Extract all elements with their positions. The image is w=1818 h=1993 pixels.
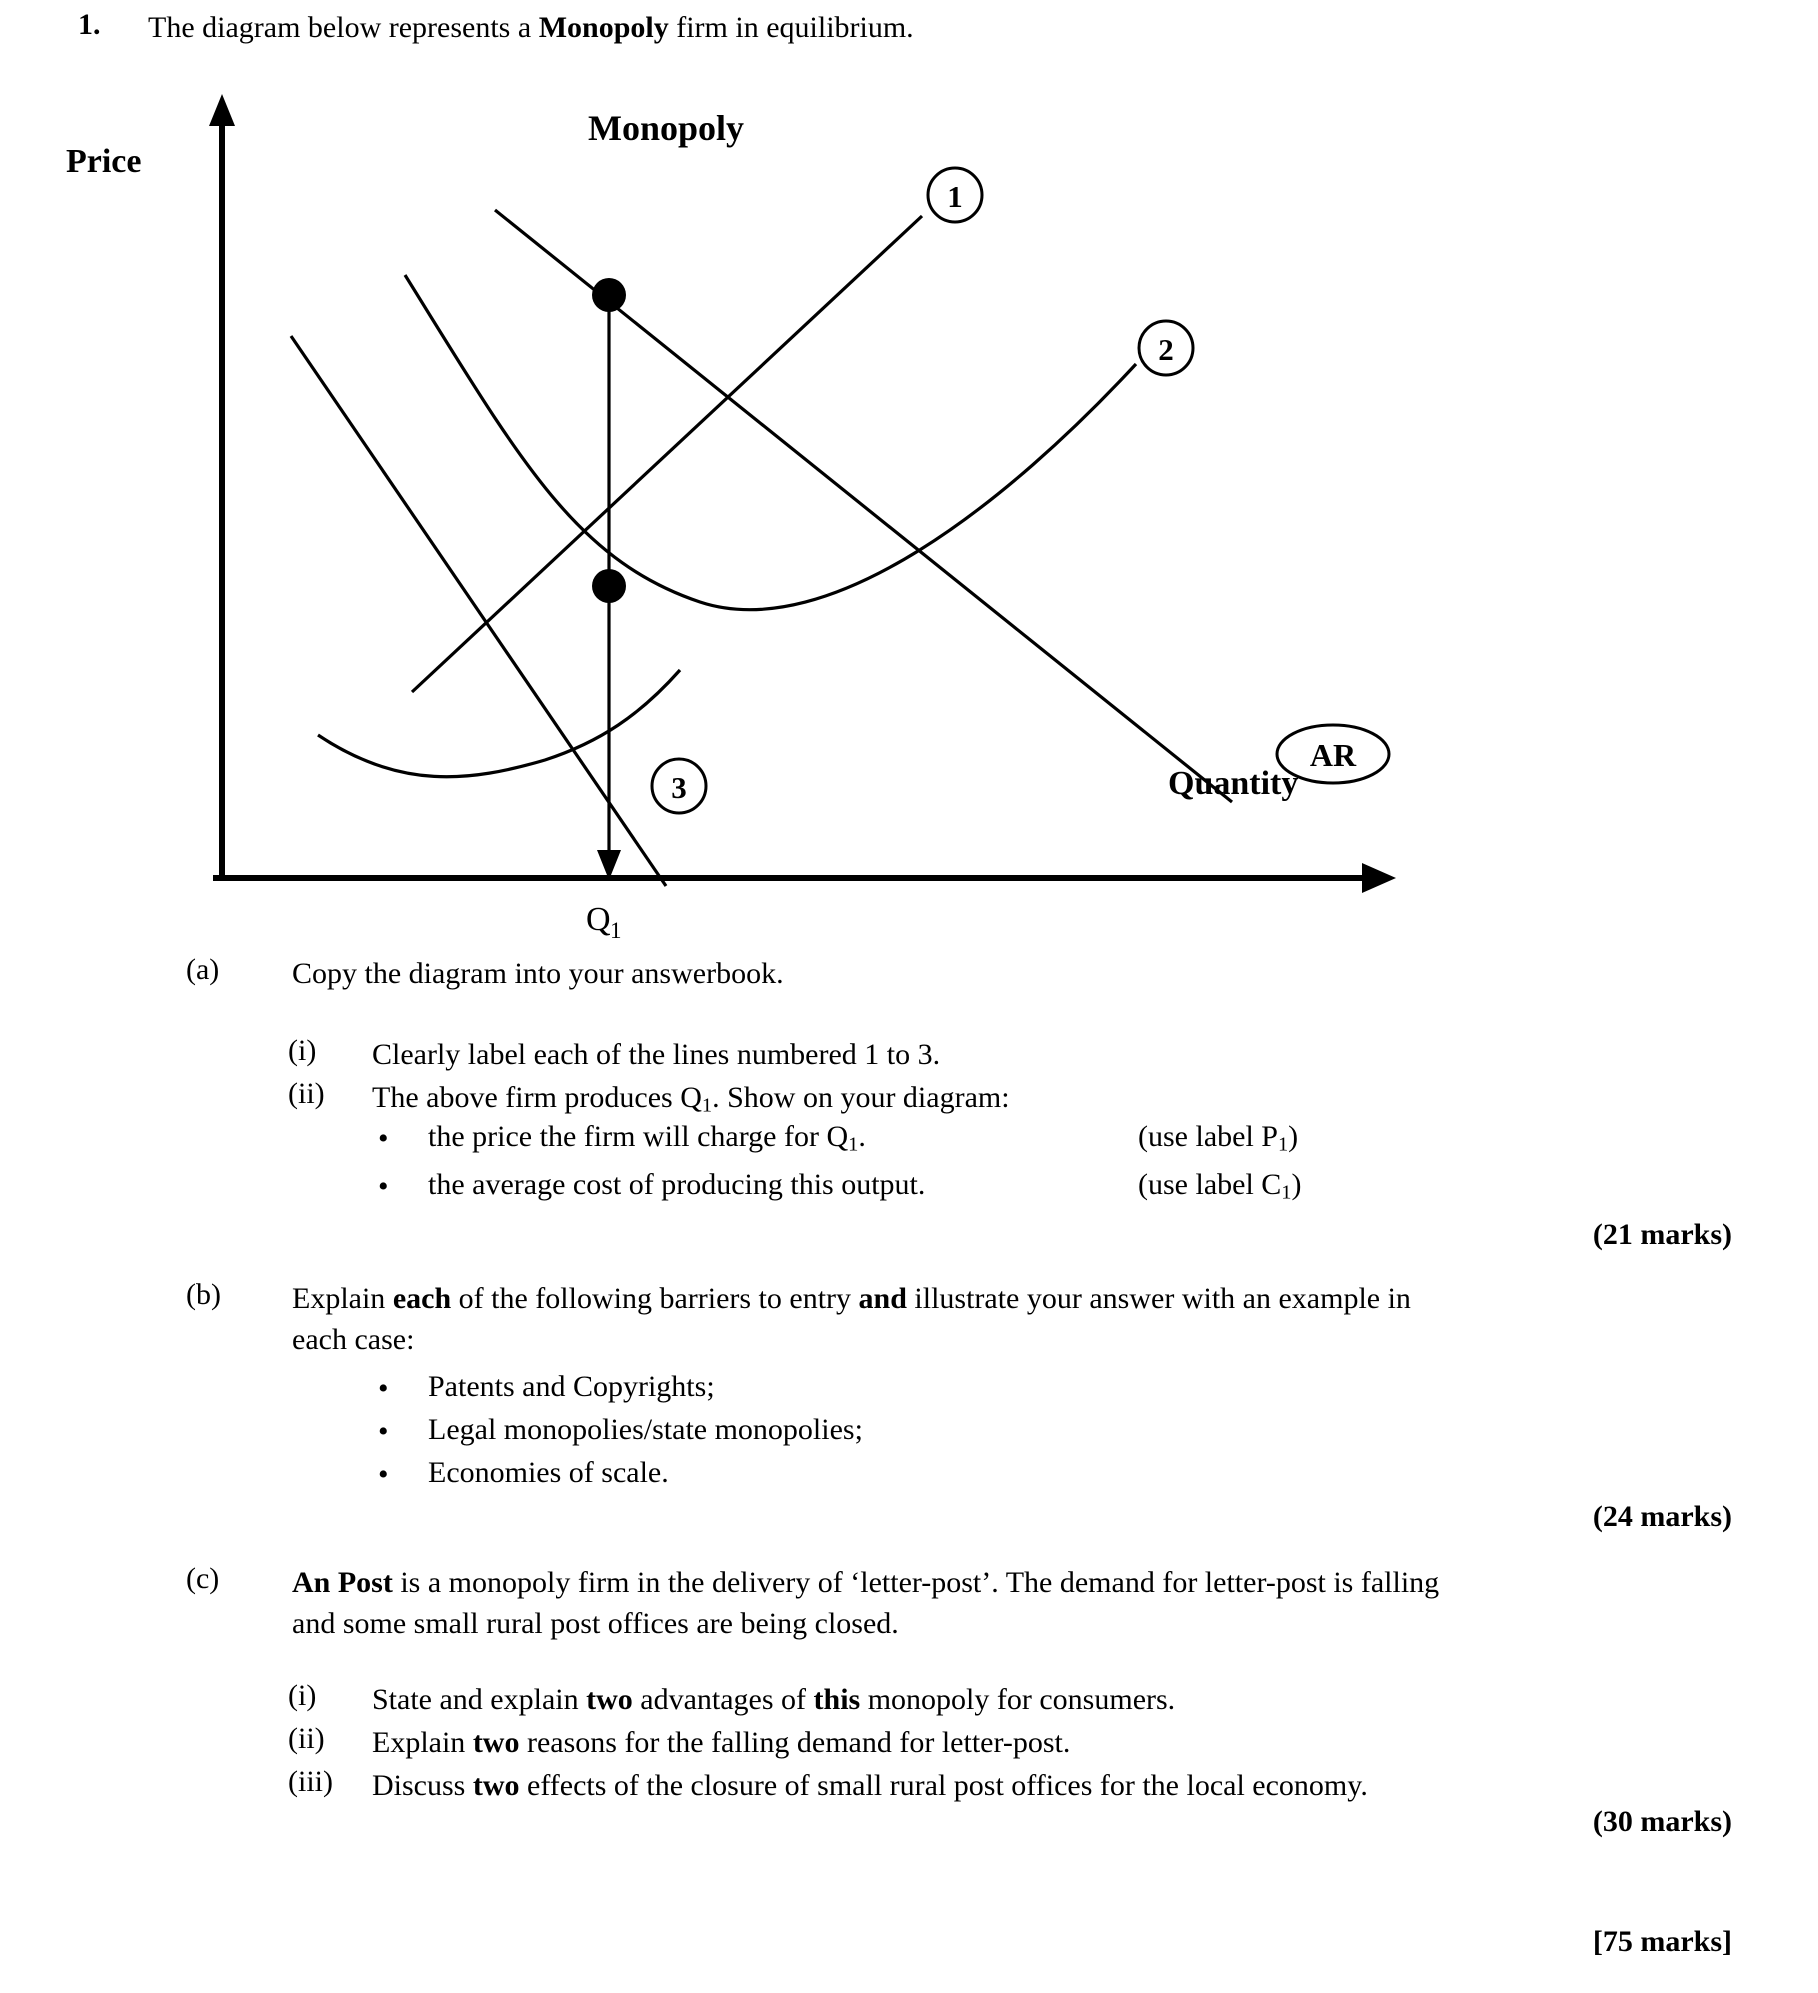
item-ii-sub: 1: [701, 1094, 713, 1117]
bullet-2-pre: the average cost of producing this output.: [428, 1168, 926, 1201]
callout-1-label: 1: [947, 179, 963, 214]
bullet-dot-icon: •: [378, 1458, 389, 1491]
part-c-text: [292, 1562, 1712, 1603]
bullet-1-note-post: ): [1288, 1120, 1299, 1153]
part-c-bold-an-post: An Post: [292, 1566, 393, 1599]
part-b-bold-each: each: [392, 1282, 452, 1315]
part-b-bold-and: and: [858, 1282, 907, 1315]
part-b-bullet-1: Patents and Copyrights;: [428, 1370, 715, 1403]
price-point-marker: [592, 278, 626, 312]
bullet-1-note-pre: (use label P: [1138, 1120, 1278, 1153]
part-a-item-ii-numeral: (ii): [288, 1077, 325, 1110]
c-i-mid: advantages of: [632, 1683, 814, 1716]
part-b-bullet-2: Legal monopolies/state monopolies;: [428, 1413, 863, 1446]
part-b-mid: of the following barriers to entry: [451, 1282, 859, 1315]
y-axis-label: Price: [66, 143, 142, 180]
part-a-item-i-text: Clearly label each of the lines numbered 1 to 3.: [372, 1038, 941, 1071]
part-b-marks: (24 marks): [1592, 1500, 1732, 1533]
question-number: 1.: [78, 8, 101, 41]
part-c-item-iii-numeral: (iii): [288, 1765, 333, 1798]
bullet-2-note-sub: 1: [1281, 1181, 1292, 1204]
lower-cost-curve: [318, 670, 680, 777]
part-b-text-line2: each case:: [292, 1323, 415, 1356]
y-axis-arrowhead: [209, 94, 235, 126]
lead-bold-monopoly: Monopoly: [538, 11, 669, 44]
bullet-1-sub: 1: [848, 1133, 859, 1156]
c-iii-mid: effects of the closure of small rural post offices for the local economy.: [519, 1769, 1368, 1802]
bullet-dot-icon: •: [378, 1372, 389, 1405]
c-ii-bold-two: two: [472, 1726, 520, 1759]
part-b-bullet-3: Economies of scale.: [428, 1456, 669, 1489]
part-c-item-ii-text: [372, 1722, 1572, 1763]
part-a-bullet-1-note: [1138, 1120, 1298, 1156]
part-b-text: [292, 1278, 1672, 1319]
part-c-post: is a monopoly firm in the delivery of ‘letter-post’. The demand for letter-post is falling: [392, 1566, 1440, 1599]
part-a-item-i-numeral: (i): [288, 1034, 317, 1067]
part-c-marks: (30 marks): [1592, 1805, 1732, 1838]
callout-3-label: 3: [671, 770, 687, 805]
c-i-pre: State and explain: [372, 1683, 587, 1716]
bullet-dot-icon: •: [378, 1415, 389, 1448]
marginal-cost-line: [412, 216, 922, 692]
q1-label-subscript: 1: [610, 918, 622, 943]
part-a-text: Copy the diagram into your answerbook.: [292, 957, 784, 990]
question-lead-text: [148, 8, 1548, 48]
part-a-bullet-2-text: [428, 1168, 925, 1204]
part-a-marks: (21 marks): [1592, 1218, 1732, 1251]
part-a-bullet-2-note: [1138, 1168, 1302, 1204]
bullet-2-note-post: ): [1291, 1168, 1302, 1201]
callout-2-label: 2: [1158, 332, 1174, 367]
lead-suffix: firm in equilibrium.: [668, 11, 914, 44]
bullet-dot-icon: •: [378, 1170, 389, 1203]
x-axis-arrowhead: [1362, 863, 1396, 893]
c-i-post: monopoly for consumers.: [860, 1683, 1176, 1716]
bullet-dot-icon: •: [378, 1122, 389, 1155]
part-c-item-ii-numeral: (ii): [288, 1722, 325, 1755]
diagram-title: Monopoly: [588, 108, 745, 148]
q1-label: Q: [586, 901, 611, 938]
cost-point-marker: [592, 569, 626, 603]
c-iii-pre: Discuss: [372, 1769, 473, 1802]
bullet-2-note-pre: (use label C: [1138, 1168, 1282, 1201]
part-b-post: illustrate your answer with an example in: [906, 1282, 1411, 1315]
callout-ar-label: AR: [1309, 737, 1357, 773]
part-c-item-i-text: [372, 1679, 1572, 1720]
bullet-1-note-sub: 1: [1277, 1133, 1289, 1156]
c-i-bold-this: this: [813, 1683, 861, 1716]
part-a-letter: (a): [186, 953, 220, 986]
total-marks: [75 marks]: [1592, 1925, 1732, 1958]
lead-prefix: The diagram below represents a: [148, 11, 539, 44]
monopoly-diagram: [0, 60, 1818, 943]
x-axis-label-text: Quantity: [1168, 765, 1299, 802]
c-i-bold-two: two: [586, 1683, 633, 1716]
part-a-bullet-1-text: [428, 1120, 866, 1156]
c-iii-bold-two: two: [472, 1769, 520, 1802]
part-b-letter: (b): [186, 1278, 221, 1311]
c-ii-mid: reasons for the falling demand for letter-post.: [519, 1726, 1071, 1759]
bullet-1-post: .: [858, 1120, 866, 1153]
part-c-text-line2: and some small rural post offices are being closed.: [292, 1607, 899, 1640]
part-c-letter: (c): [186, 1562, 220, 1595]
c-ii-pre: Explain: [372, 1726, 473, 1759]
part-c-item-iii-text: [372, 1765, 1622, 1806]
part-c-item-i-numeral: (i): [288, 1679, 317, 1712]
average-cost-curve: [405, 275, 1136, 610]
part-b-pre: Explain: [292, 1282, 393, 1315]
item-ii-post: . Show on your diagram:: [712, 1081, 1010, 1114]
item-ii-pre: The above firm produces Q: [372, 1081, 702, 1114]
bullet-1-pre: the price the firm will charge for Q: [428, 1120, 849, 1153]
